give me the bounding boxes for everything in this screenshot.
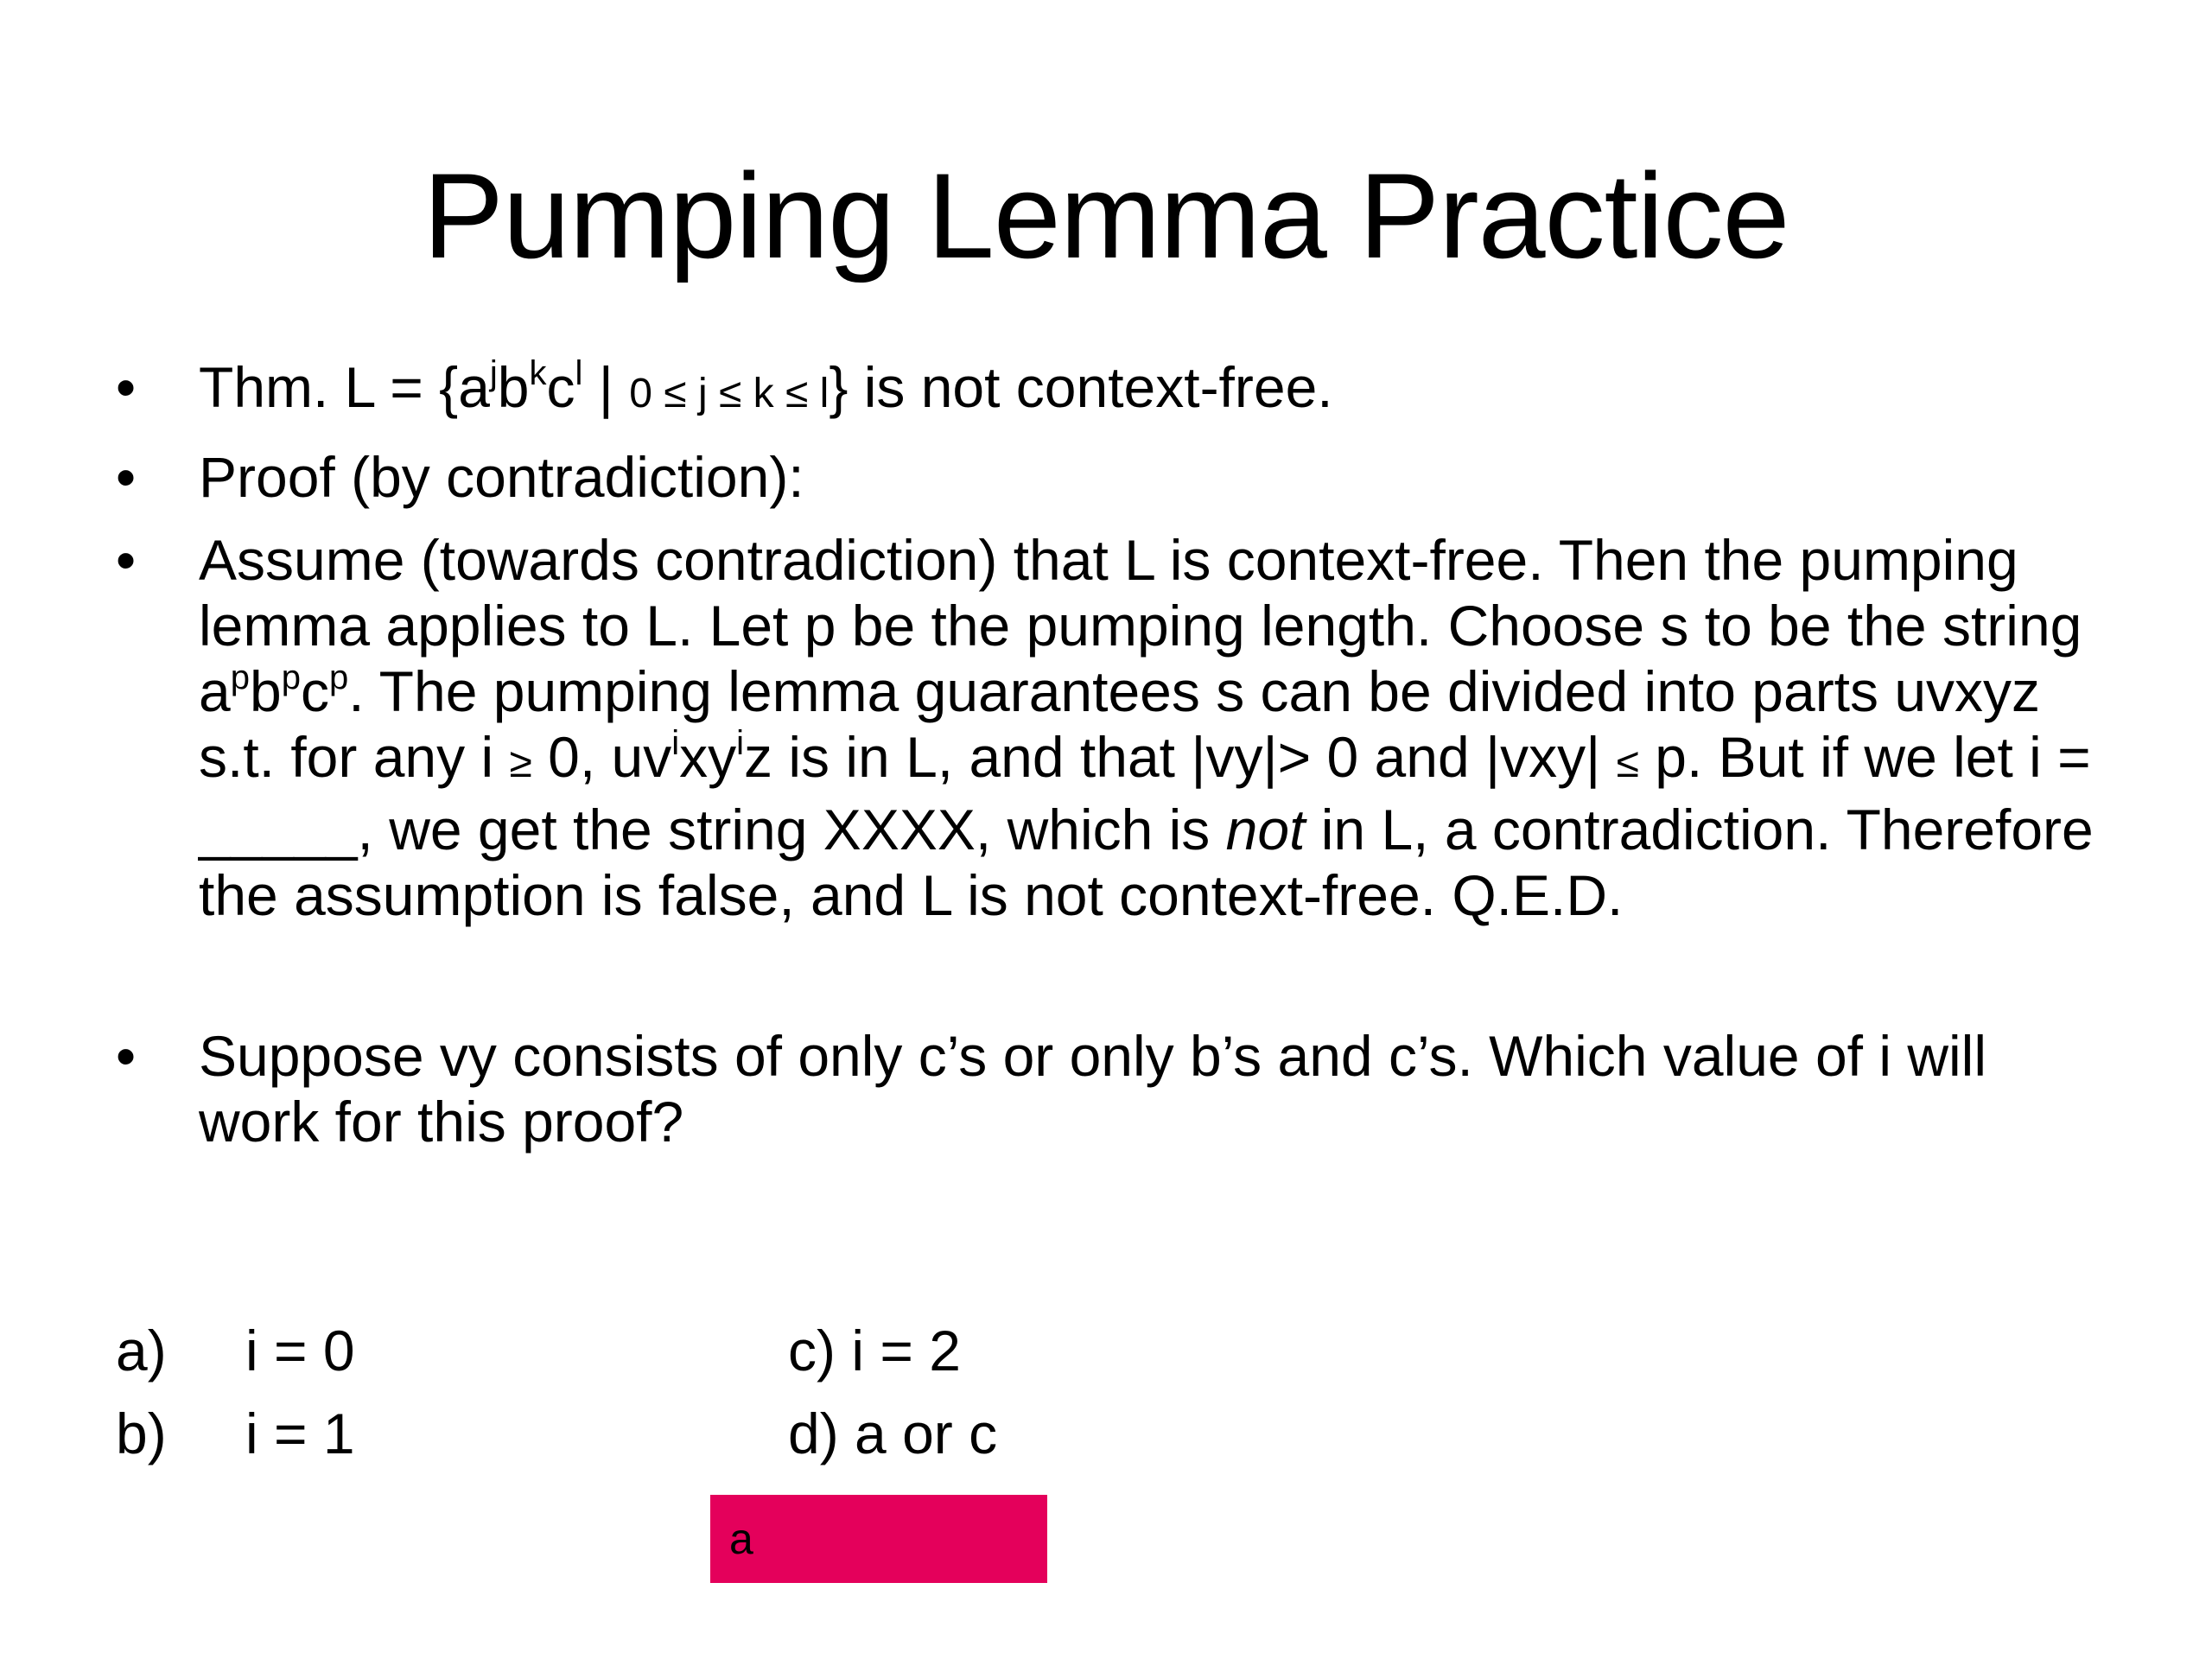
bullet-theorem — [112, 354, 2108, 427]
choice-b[interactable] — [116, 1392, 355, 1475]
theorem-sup-j: j — [489, 354, 498, 392]
assume-c: c — [300, 659, 329, 723]
assume-part2: . The pumping lemma guarantees s can be divided into parts uvxyz s.t. for any i — [199, 659, 2041, 789]
assume-part6: in L, a contradiction. Therefore the assumption is false, and L is not context-free. Q.E.D. — [199, 798, 2094, 927]
theorem-bar: | — [582, 355, 630, 419]
answer-text: a — [729, 1515, 753, 1563]
assume-part3: 0, uv — [531, 725, 672, 789]
slide-title: Pumping Lemma Practice — [423, 148, 1789, 283]
choice-a-marker: a) — [116, 1319, 167, 1382]
assume-sup-p2: p — [281, 658, 301, 696]
assume-part1: Assume (towards contradiction) that L is context-free. Then the pumping lemma applies to L. Let p be the pumping length. Choose s to be the string a — [199, 528, 2082, 723]
choice-d[interactable] — [788, 1392, 997, 1475]
theorem-b: b — [497, 355, 530, 419]
theorem-sup-l: l — [575, 354, 583, 392]
theorem-prefix: Thm. L = {a — [199, 355, 490, 419]
proof-heading: Proof (by contradiction): — [199, 445, 804, 509]
assume-sup-p3: p — [328, 658, 349, 696]
choice-a[interactable] — [116, 1309, 355, 1392]
question-text: Suppose vy consists of only c’s or only b’s and c’s. Which value of i will work for this proof? — [199, 1024, 1986, 1154]
assume-b: b — [249, 659, 282, 723]
assume-sup-p1: p — [230, 658, 250, 696]
answer-box — [710, 1495, 1047, 1583]
assume-not: not — [1225, 798, 1306, 861]
assume-sup-i1: i — [671, 724, 680, 762]
answer-choices — [112, 1309, 1840, 1482]
choice-b-marker: b) — [116, 1402, 167, 1465]
bullet-dot: • — [116, 528, 137, 592]
choice-c-text: c) i = 2 — [788, 1319, 961, 1382]
assume-leq: ≤ — [1616, 741, 1639, 786]
bullet-proof-heading — [112, 444, 2108, 510]
bullet-question — [112, 1023, 2108, 1154]
choice-c[interactable] — [788, 1309, 961, 1392]
theorem-suffix: } is not context-free. — [829, 355, 1333, 419]
theorem-sup-k: k — [529, 354, 547, 392]
assume-geq: ≥ — [509, 741, 532, 786]
choice-d-text: d) a or c — [788, 1402, 998, 1465]
bullet-dot: • — [116, 445, 137, 509]
assume-part5: p. But if we let i = _____, we get the string XXXX, which is — [199, 725, 2091, 861]
assume-part4: z is in L, and that |vy|> 0 and |vxy| — [744, 725, 1617, 789]
bullet-list — [112, 354, 2108, 1172]
bullet-assume — [112, 527, 2108, 928]
choice-b-text: i = 1 — [245, 1402, 355, 1465]
choice-a-text: i = 0 — [245, 1319, 355, 1382]
theorem-c: c — [546, 355, 575, 419]
assume-sup-i2: i — [736, 724, 745, 762]
assume-xy: xy — [679, 725, 737, 789]
theorem-condition: 0 ≤ j ≤ k ≤ l — [629, 371, 830, 416]
bullet-dot: • — [116, 1024, 137, 1088]
bullet-dot: • — [116, 355, 137, 419]
